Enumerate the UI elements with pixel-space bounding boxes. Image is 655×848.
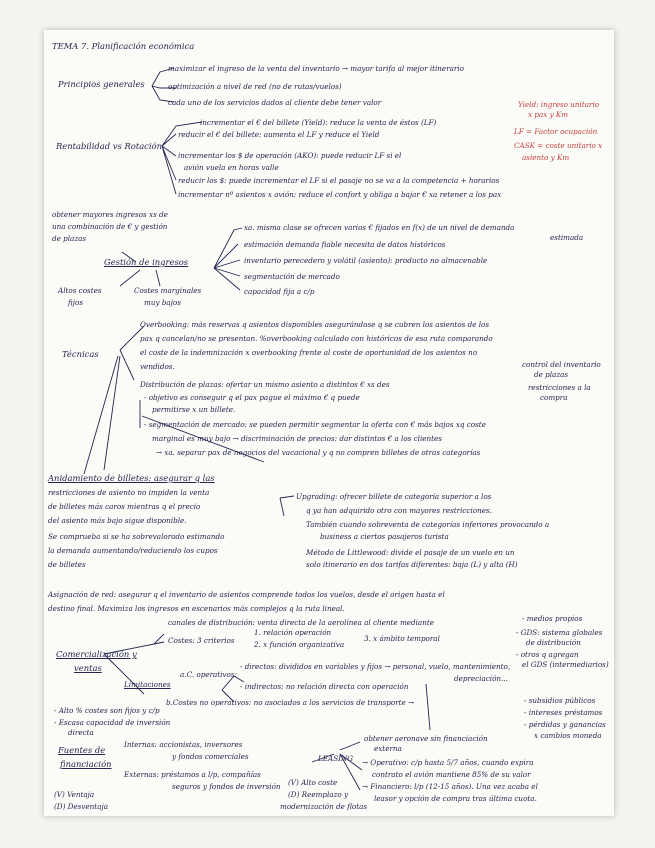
leasing-top-2: externa bbox=[374, 744, 402, 753]
costes-label: Costes: 3 criterios bbox=[168, 636, 235, 645]
ventajas-line-1: (V) Alto coste bbox=[288, 778, 338, 787]
gestion-line-1: xa. misma clase se ofrecen varios € fijados en f(x) de un nivel de demanda bbox=[244, 223, 515, 232]
rentabilidad-note-1: Yield: ingreso unitario bbox=[518, 100, 600, 109]
upgrading-line-3: También cuando sobreventa de categorías inferiores provocando a bbox=[306, 520, 550, 529]
upgrading-line-4: business a ciertos pasajeros turista bbox=[320, 532, 449, 541]
financiero-line-1: → Financiero: l/p (12-15 años). Una vez acaba el bbox=[362, 782, 538, 791]
fuentes-label-2: financiación bbox=[60, 759, 112, 769]
operativo-line-1: → Operativo: c/p hasta 5/7 años, cuando expira bbox=[362, 758, 534, 767]
page-title: TEMA 7. Planificación económica bbox=[52, 41, 195, 51]
principios-line-1: maximizar el ingreso de la venta del inventario → mayor tarifa al mejor itinerario bbox=[168, 64, 464, 73]
anidamiento-line-2: restricciones de asiento no impiden la venta bbox=[48, 488, 210, 497]
fuentes-internas-2: y fondos comerciales bbox=[172, 752, 249, 761]
costes-marginales-1: Costes marginales bbox=[134, 286, 202, 295]
upgrading-line-2: q ya han adquirido otro con mayores restricciones. bbox=[306, 506, 492, 515]
op-line-2: depreciación... bbox=[454, 674, 508, 683]
right-note-7: - intereses préstamos bbox=[524, 708, 603, 717]
operativo-line-2: contrato el avión mantiene 85% de su valor bbox=[372, 770, 531, 779]
distribucion-line-6: → xa. separar pax de negocios del vacacional y q no compren billetes de otras categorías bbox=[156, 448, 481, 457]
littlewood-line-2: solo itinerario en dos tarifas diferentes: baja (L) y alta (H) bbox=[306, 560, 518, 569]
notes-page bbox=[44, 30, 614, 816]
rentabilidad-line-4: avión vuela en horas valle bbox=[184, 163, 279, 172]
gestion-intro-3: de plazas bbox=[52, 234, 87, 243]
asignacion-line-2: destino final. Maximiza los ingresos en escenarios más complejos q la ruta lineal. bbox=[48, 604, 345, 613]
gestion-line-3: inventario perecedero y volátil (asiento): producto no almacenable bbox=[244, 256, 488, 265]
altos-costes-1: Altos costes bbox=[58, 286, 102, 295]
fuentes-label-1: Fuentes de bbox=[58, 745, 106, 755]
rentabilidad-line-5: reducir los $: puede incrementar el LF si el pasaje no se va a la competencia + horarios bbox=[178, 176, 500, 185]
costes-marginales-2: muy bajos bbox=[144, 298, 181, 307]
distribucion-line-2: - objetivo es conseguir q el pax pague el máximo € q puede bbox=[144, 393, 360, 402]
principios-line-3: cada uno de los servicios dados al cliente debe tener valor bbox=[168, 98, 382, 107]
right-note-9: x cambios moneda bbox=[534, 731, 602, 740]
distribucion-line-4: - segmentación de mercado: se pueden permitir segmentar la oferta con € más bajos xq coste bbox=[144, 420, 486, 429]
control-note-2: de plazas bbox=[534, 370, 569, 379]
rentabilidad-line-6: incrementar nº asientos x avión: reduce el confort y obliga a bajar € xa retener a los pax bbox=[178, 190, 502, 199]
control-note-3: restricciones a la bbox=[528, 383, 591, 392]
anidamiento-line-7: de billetes bbox=[48, 560, 86, 569]
op-line-3: - indirectos: no relación directa con operación bbox=[240, 682, 409, 691]
tecnicas-label: Técnicas bbox=[62, 349, 99, 359]
financiero-line-2: leasor y opción de compra tras última cuota. bbox=[374, 794, 537, 803]
control-note-4: compra bbox=[540, 393, 568, 402]
comercializacion-label-2: ventas bbox=[74, 663, 102, 673]
upgrading-line-1: Upgrading: ofrecer billete de categoría superior a los bbox=[296, 492, 492, 501]
littlewood-line-1: Método de Littlewood: divide el pasaje de un vuelo en un bbox=[306, 548, 515, 557]
principios-label: Principios generales bbox=[58, 79, 145, 89]
anidamiento-line-6: la demanda aumentando/reduciendo los cupos bbox=[48, 546, 218, 555]
altos-costes-2: fijos bbox=[68, 298, 84, 307]
asignacion-line-1: Asignación de red: asegurar q el inventario de asientos comprende todos los vuelos, desde el origen hasta el bbox=[48, 590, 445, 599]
overbooking-line-1: Overbooking: más reservas q asientos disponibles asegurándose q se cubren los asientos de los bbox=[140, 320, 490, 329]
lim-line-2: - Escasa capacidad de inversión bbox=[54, 718, 171, 727]
gestion-intro-2: una combinación de € y gestión bbox=[52, 222, 168, 231]
canales-line: canales de distribución: venta directa de la aerolínea al cliente mediante bbox=[168, 618, 434, 627]
op-line-1: - directos: divididos en variables y fijos → personal, vuelo, mantenimiento, bbox=[240, 662, 511, 671]
ventajas-line-2: (D) Reemplazo y bbox=[288, 790, 349, 799]
overbooking-line-2: pax q cancelan/no se presentan. %overbooking calculado con históricos de esa ruta comparando bbox=[140, 334, 493, 343]
fuentes-internas: Internas: accionistas, inversores bbox=[124, 740, 243, 749]
gestion-line-5: capacidad fija a c/p bbox=[244, 287, 315, 296]
fuentes-externas: Externas: préstamos a l/p, compañías bbox=[124, 770, 261, 779]
rentabilidad-line-3: incrementar los $ de operación (AKO): puede reducir LF si el bbox=[178, 151, 402, 160]
control-note-1: control del inventario bbox=[522, 360, 601, 369]
footer-desventaja: (D) Desventaja bbox=[54, 802, 108, 811]
overbooking-line-3: el coste de la indemnización x overbooking frente al coste de oportunidad de los asientos no bbox=[140, 348, 478, 357]
gestion-intro-1: obtener mayores ingresos xs de bbox=[52, 210, 168, 219]
lim-line-3: directa bbox=[68, 728, 94, 737]
distribucion-line-1: Distribución de plazas: ofertar un mismo asiento a distintos € xs des bbox=[140, 380, 390, 389]
rentabilidad-note-2: x pax y Km bbox=[528, 110, 569, 119]
anidamiento-line-5: Se comprueba si se ha sobrevalorado estimando bbox=[48, 532, 225, 541]
rentabilidad-note-4: CASK = coste unitario x bbox=[514, 141, 603, 150]
overbooking-line-4: vendidos. bbox=[140, 362, 175, 371]
principios-line-2: optimización a nivel de red (no de rutas/vuelos) bbox=[168, 82, 342, 91]
gestion-label: Gestión de ingresos bbox=[104, 257, 189, 267]
criterio-1: 1. relación operación bbox=[254, 628, 332, 637]
costes-operativos-label: a.C. operativos: bbox=[180, 670, 237, 679]
anidamiento-line-4: del asiento más bajo sigue disponible. bbox=[48, 516, 187, 525]
leasing-label: LEASING bbox=[318, 754, 354, 763]
rentabilidad-note-5: asiento y Km bbox=[522, 153, 570, 162]
ventajas-line-3: modernización de flotas bbox=[280, 802, 368, 811]
right-note-6: - subsidios públicos bbox=[524, 696, 596, 705]
right-note-5: el GDS (intermediarios) bbox=[522, 660, 609, 669]
anidamiento-line-1: Anidamiento de billetes: asegurar q las bbox=[48, 473, 215, 483]
criterio-2: 2. x función organizativa bbox=[254, 640, 345, 649]
anidamiento-line-3: de billetes más caros mientras q el precio bbox=[48, 502, 201, 511]
right-note-4: - otros q agregan bbox=[516, 650, 579, 659]
right-note-8: - pérdidas y ganancias bbox=[524, 720, 606, 729]
criterio-3: 3. x ámbito temporal bbox=[364, 634, 440, 643]
rentabilidad-line-1: incrementar el € del billete (Yield): reduce la venta de éstos (LF) bbox=[200, 118, 437, 127]
costes-no-operativos: b.Costes no operativos: no asociados a los servicios de transporte → bbox=[166, 698, 415, 707]
distribucion-line-3: permitirse x un billete. bbox=[152, 405, 236, 414]
right-note-1: - medios propios bbox=[522, 614, 583, 623]
rentabilidad-label: Rentabilidad vs Rotación bbox=[56, 141, 162, 151]
leasing-top: obtener aeronave sin financiación bbox=[364, 734, 488, 743]
gestion-line-1b: estimada bbox=[550, 233, 584, 242]
gestion-line-4: segmentación de mercado bbox=[244, 272, 340, 281]
distribucion-line-5: marginal es muy bajo → discriminación de precios: dar distintos € a los clientes bbox=[152, 434, 442, 443]
fuentes-externas-2: seguros y fondos de inversión bbox=[172, 782, 281, 791]
lim-line-1: - Alto % costes son fijos y c/p bbox=[54, 706, 160, 715]
comercializacion-label-1: Comercialización y bbox=[56, 649, 137, 659]
right-note-3: de distribución bbox=[526, 638, 581, 647]
footer-ventaja: (V) Ventaja bbox=[54, 790, 95, 799]
rentabilidad-note-3: LF = Factor ocupación bbox=[514, 127, 598, 136]
right-note-2: - GDS: sistema globales bbox=[516, 628, 603, 637]
gestion-line-2: estimación demanda fiable necesita de datos históricos bbox=[244, 240, 446, 249]
rentabilidad-line-2: reducir el € del billete: aumenta el LF y reduce el Yield bbox=[178, 130, 380, 139]
limitaciones-label: Limitaciones bbox=[124, 680, 171, 689]
